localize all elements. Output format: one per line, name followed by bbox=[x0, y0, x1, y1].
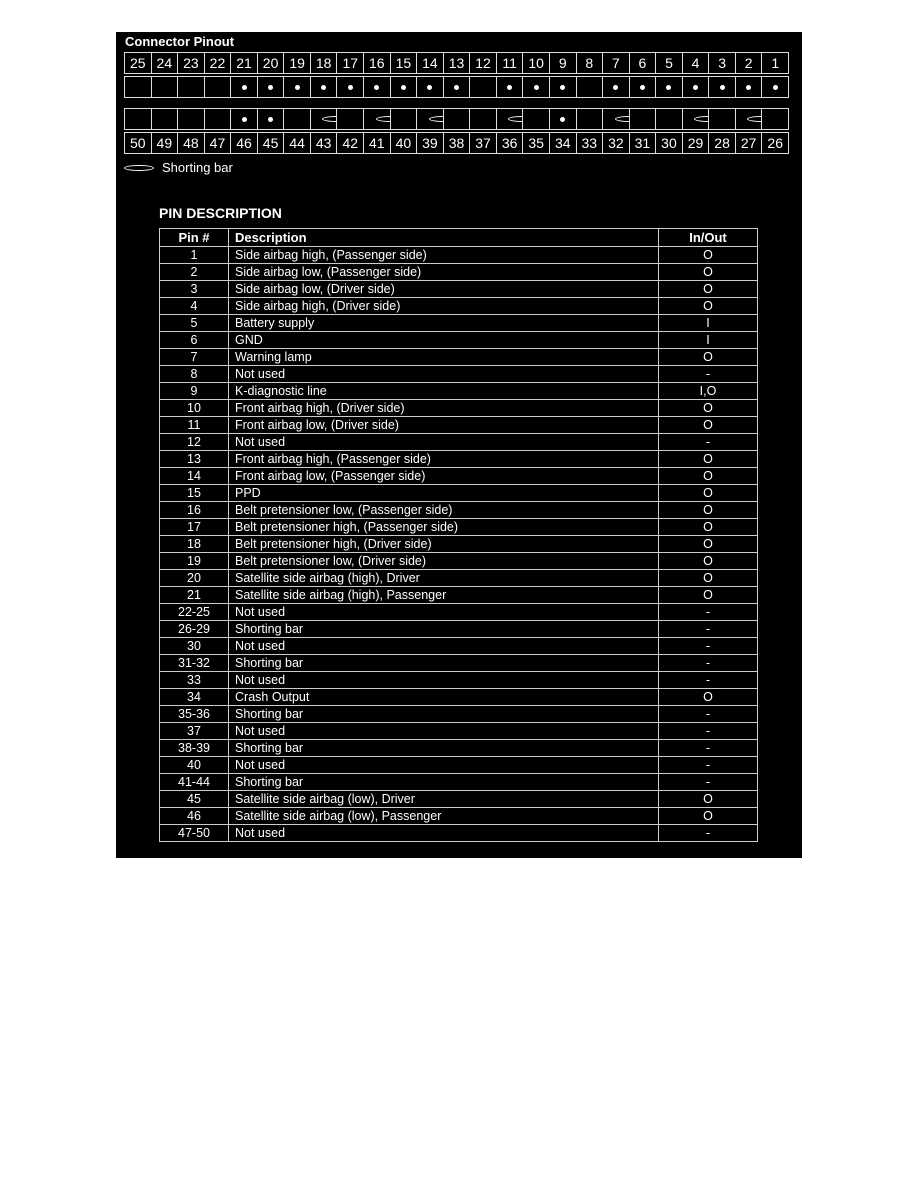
pin-in-out: O bbox=[659, 451, 758, 468]
document-panel bbox=[116, 32, 802, 858]
connector-top-row-marks bbox=[124, 76, 789, 98]
pin-description: Belt pretensioner high, (Driver side) bbox=[229, 536, 659, 553]
pin-in-out: O bbox=[659, 281, 758, 298]
pin-in-out: I bbox=[659, 332, 758, 349]
table-row bbox=[160, 383, 758, 400]
pin-in-out: O bbox=[659, 689, 758, 706]
pin-dot-icon bbox=[427, 85, 432, 90]
table-row bbox=[160, 349, 758, 366]
pin-number-cell: 18 bbox=[311, 52, 338, 74]
pin-number: 30 bbox=[160, 638, 229, 655]
pin-number-cell: 34 bbox=[550, 132, 577, 154]
pin-description: Not used bbox=[229, 434, 659, 451]
pin-number-cell: 39 bbox=[417, 132, 444, 154]
pin-number-cell: 21 bbox=[231, 52, 258, 74]
pin-number: 33 bbox=[160, 672, 229, 689]
pin-number-cell: 47 bbox=[205, 132, 232, 154]
table-row bbox=[160, 502, 758, 519]
pin-number-cell: 4 bbox=[683, 52, 710, 74]
pin-number-cell: 27 bbox=[736, 132, 763, 154]
pin-mark-cell bbox=[603, 76, 630, 98]
table-row bbox=[160, 400, 758, 417]
pin-number-cell: 5 bbox=[656, 52, 683, 74]
table-row bbox=[160, 587, 758, 604]
pin-number-cell: 7 bbox=[603, 52, 630, 74]
legend-label: Shorting bar bbox=[162, 160, 233, 175]
table-row bbox=[160, 757, 758, 774]
pin-description: Not used bbox=[229, 604, 659, 621]
pin-description: Not used bbox=[229, 825, 659, 842]
pin-mark-cell bbox=[178, 76, 205, 98]
pin-mark-cell bbox=[470, 108, 497, 130]
table-row bbox=[160, 315, 758, 332]
pin-in-out: O bbox=[659, 468, 758, 485]
pin-number-cell: 14 bbox=[417, 52, 444, 74]
header-in-out: In/Out bbox=[659, 229, 758, 247]
pin-number-cell: 48 bbox=[178, 132, 205, 154]
shorting-bar-icon bbox=[429, 116, 444, 122]
table-row bbox=[160, 366, 758, 383]
pin-number: 41-44 bbox=[160, 774, 229, 791]
pin-mark-cell bbox=[736, 76, 763, 98]
pin-number: 45 bbox=[160, 791, 229, 808]
table-row bbox=[160, 740, 758, 757]
pin-number-cell: 11 bbox=[497, 52, 524, 74]
pin-number-cell: 24 bbox=[152, 52, 179, 74]
pin-description: PPD bbox=[229, 485, 659, 502]
pin-mark-cell bbox=[709, 76, 736, 98]
pin-number: 10 bbox=[160, 400, 229, 417]
pin-number-cell: 45 bbox=[258, 132, 285, 154]
pin-description-title: PIN DESCRIPTION bbox=[159, 205, 282, 221]
pin-in-out: - bbox=[659, 655, 758, 672]
pin-in-out: O bbox=[659, 808, 758, 825]
pin-in-out: - bbox=[659, 825, 758, 842]
pin-number: 6 bbox=[160, 332, 229, 349]
pin-mark-cell bbox=[311, 76, 338, 98]
pin-number: 15 bbox=[160, 485, 229, 502]
pin-in-out: - bbox=[659, 723, 758, 740]
pin-description: Front airbag high, (Passenger side) bbox=[229, 451, 659, 468]
table-row bbox=[160, 689, 758, 706]
pin-mark-cell bbox=[205, 108, 232, 130]
pin-number-cell: 35 bbox=[523, 132, 550, 154]
table-row bbox=[160, 451, 758, 468]
pin-in-out: I bbox=[659, 315, 758, 332]
pin-number-cell: 41 bbox=[364, 132, 391, 154]
pin-number-cell: 42 bbox=[337, 132, 364, 154]
table-row bbox=[160, 808, 758, 825]
pin-number-cell: 50 bbox=[125, 132, 152, 154]
pin-dot-icon bbox=[560, 117, 565, 122]
pin-description: Crash Output bbox=[229, 689, 659, 706]
shorting-bar-icon bbox=[694, 116, 709, 122]
pin-mark-cell bbox=[152, 108, 179, 130]
pin-number: 22-25 bbox=[160, 604, 229, 621]
pin-mark-cell bbox=[337, 108, 364, 130]
shorting-bar-icon bbox=[615, 116, 630, 122]
pin-description: Not used bbox=[229, 366, 659, 383]
pin-number: 35-36 bbox=[160, 706, 229, 723]
table-row bbox=[160, 332, 758, 349]
pin-description: Shorting bar bbox=[229, 655, 659, 672]
pin-mark-cell bbox=[550, 76, 577, 98]
header-pin: Pin # bbox=[160, 229, 229, 247]
pin-in-out: - bbox=[659, 638, 758, 655]
pin-in-out: O bbox=[659, 519, 758, 536]
pin-mark-cell bbox=[683, 108, 710, 130]
pin-number: 13 bbox=[160, 451, 229, 468]
table-row bbox=[160, 298, 758, 315]
pin-in-out: O bbox=[659, 553, 758, 570]
pin-description: GND bbox=[229, 332, 659, 349]
connector-bottom-row-marks bbox=[124, 108, 789, 130]
pin-mark-cell bbox=[152, 76, 179, 98]
pin-number-cell: 2 bbox=[736, 52, 763, 74]
pin-mark-cell bbox=[630, 76, 657, 98]
pin-number-cell: 37 bbox=[470, 132, 497, 154]
pin-in-out: O bbox=[659, 298, 758, 315]
pin-dot-icon bbox=[321, 85, 326, 90]
pin-number-cell: 49 bbox=[152, 132, 179, 154]
pin-dot-icon bbox=[374, 85, 379, 90]
pin-in-out: O bbox=[659, 570, 758, 587]
pin-number: 4 bbox=[160, 298, 229, 315]
pin-dot-icon bbox=[268, 85, 273, 90]
pin-number-cell: 32 bbox=[603, 132, 630, 154]
pin-mark-cell bbox=[523, 108, 550, 130]
pin-mark-cell bbox=[178, 108, 205, 130]
pin-number-cell: 22 bbox=[205, 52, 232, 74]
pin-mark-cell bbox=[444, 108, 471, 130]
pin-in-out: - bbox=[659, 434, 758, 451]
pin-mark-cell bbox=[550, 108, 577, 130]
pin-in-out: O bbox=[659, 485, 758, 502]
pin-number: 20 bbox=[160, 570, 229, 587]
pin-description: Side airbag low, (Passenger side) bbox=[229, 264, 659, 281]
table-row bbox=[160, 723, 758, 740]
header-description: Description bbox=[229, 229, 659, 247]
pin-description: Shorting bar bbox=[229, 774, 659, 791]
pin-number: 1 bbox=[160, 247, 229, 264]
table-row bbox=[160, 553, 758, 570]
pin-in-out: O bbox=[659, 502, 758, 519]
pin-number-cell: 33 bbox=[577, 132, 604, 154]
table-row bbox=[160, 570, 758, 587]
pin-in-out: O bbox=[659, 349, 758, 366]
pin-mark-cell bbox=[497, 108, 524, 130]
shorting-bar-icon bbox=[124, 165, 154, 171]
pin-number: 46 bbox=[160, 808, 229, 825]
pin-mark-cell bbox=[736, 108, 763, 130]
table-row bbox=[160, 434, 758, 451]
pin-mark-cell bbox=[577, 76, 604, 98]
pin-in-out: O bbox=[659, 587, 758, 604]
pin-number-cell: 9 bbox=[550, 52, 577, 74]
pin-mark-cell bbox=[683, 76, 710, 98]
pin-number-cell: 10 bbox=[523, 52, 550, 74]
pin-number: 31-32 bbox=[160, 655, 229, 672]
pin-dot-icon bbox=[348, 85, 353, 90]
table-row bbox=[160, 604, 758, 621]
pin-number: 34 bbox=[160, 689, 229, 706]
pin-in-out: - bbox=[659, 672, 758, 689]
pin-number: 5 bbox=[160, 315, 229, 332]
pin-description: Warning lamp bbox=[229, 349, 659, 366]
pin-description: Satellite side airbag (low), Passenger bbox=[229, 808, 659, 825]
table-row bbox=[160, 774, 758, 791]
pin-mark-cell bbox=[630, 108, 657, 130]
pin-number-cell: 16 bbox=[364, 52, 391, 74]
pin-mark-cell bbox=[205, 76, 232, 98]
pin-mark-cell bbox=[762, 76, 789, 98]
pin-number-cell: 38 bbox=[444, 132, 471, 154]
table-row bbox=[160, 825, 758, 842]
pin-number: 26-29 bbox=[160, 621, 229, 638]
pin-description: Satellite side airbag (high), Driver bbox=[229, 570, 659, 587]
pin-dot-icon bbox=[507, 85, 512, 90]
pin-mark-cell bbox=[231, 108, 258, 130]
pin-description: Front airbag low, (Passenger side) bbox=[229, 468, 659, 485]
pin-mark-cell bbox=[762, 108, 789, 130]
pin-number-cell: 36 bbox=[497, 132, 524, 154]
table-row bbox=[160, 417, 758, 434]
pin-description: Shorting bar bbox=[229, 621, 659, 638]
pin-description: Side airbag high, (Driver side) bbox=[229, 298, 659, 315]
pin-dot-icon bbox=[401, 85, 406, 90]
pin-number: 14 bbox=[160, 468, 229, 485]
pin-number-cell: 6 bbox=[630, 52, 657, 74]
shorting-bar-icon bbox=[322, 116, 337, 122]
pin-number: 11 bbox=[160, 417, 229, 434]
pin-in-out: O bbox=[659, 536, 758, 553]
pin-number: 18 bbox=[160, 536, 229, 553]
pin-number-cell: 43 bbox=[311, 132, 338, 154]
pin-in-out: O bbox=[659, 264, 758, 281]
pin-dot-icon bbox=[773, 85, 778, 90]
pin-dot-icon bbox=[268, 117, 273, 122]
pin-mark-cell bbox=[125, 108, 152, 130]
table-row bbox=[160, 621, 758, 638]
pin-mark-cell bbox=[337, 76, 364, 98]
pin-in-out: - bbox=[659, 621, 758, 638]
pin-mark-cell bbox=[523, 76, 550, 98]
pin-description: Belt pretensioner high, (Passenger side) bbox=[229, 519, 659, 536]
pin-description: Side airbag low, (Driver side) bbox=[229, 281, 659, 298]
pin-description: Satellite side airbag (low), Driver bbox=[229, 791, 659, 808]
pin-description: Belt pretensioner low, (Driver side) bbox=[229, 553, 659, 570]
pin-description: Satellite side airbag (high), Passenger bbox=[229, 587, 659, 604]
pin-mark-cell bbox=[391, 76, 418, 98]
pin-mark-cell bbox=[258, 108, 285, 130]
table-row bbox=[160, 264, 758, 281]
pin-number: 47-50 bbox=[160, 825, 229, 842]
pin-mark-cell bbox=[284, 76, 311, 98]
table-row bbox=[160, 655, 758, 672]
pin-description: Battery supply bbox=[229, 315, 659, 332]
table-row bbox=[160, 791, 758, 808]
pin-dot-icon bbox=[746, 85, 751, 90]
pin-number-cell: 13 bbox=[444, 52, 471, 74]
pin-number-cell: 3 bbox=[709, 52, 736, 74]
pin-description: Not used bbox=[229, 757, 659, 774]
pin-mark-cell bbox=[656, 76, 683, 98]
table-row bbox=[160, 638, 758, 655]
pin-number-cell: 29 bbox=[683, 132, 710, 154]
pin-dot-icon bbox=[720, 85, 725, 90]
pin-dot-icon bbox=[693, 85, 698, 90]
pin-in-out: - bbox=[659, 740, 758, 757]
pin-in-out: - bbox=[659, 366, 758, 383]
pin-in-out: O bbox=[659, 247, 758, 264]
pin-description: Shorting bar bbox=[229, 706, 659, 723]
pin-number-cell: 26 bbox=[762, 132, 789, 154]
pin-number: 3 bbox=[160, 281, 229, 298]
pin-mark-cell bbox=[577, 108, 604, 130]
pin-number: 38-39 bbox=[160, 740, 229, 757]
pin-mark-cell bbox=[258, 76, 285, 98]
pin-mark-cell bbox=[470, 76, 497, 98]
shorting-bar-icon bbox=[508, 116, 523, 122]
shorting-bar-icon bbox=[376, 116, 391, 122]
pin-description: Not used bbox=[229, 723, 659, 740]
shorting-bar-icon bbox=[747, 116, 762, 122]
pin-number-cell: 31 bbox=[630, 132, 657, 154]
legend bbox=[124, 160, 233, 175]
pin-mark-cell bbox=[311, 108, 338, 130]
table-row bbox=[160, 468, 758, 485]
pin-number-cell: 40 bbox=[391, 132, 418, 154]
table-header-row bbox=[160, 229, 758, 247]
pin-in-out: - bbox=[659, 774, 758, 791]
pin-mark-cell bbox=[391, 108, 418, 130]
pin-dot-icon bbox=[613, 85, 618, 90]
pin-number: 21 bbox=[160, 587, 229, 604]
connector-top-row-numbers bbox=[124, 52, 789, 74]
pin-dot-icon bbox=[666, 85, 671, 90]
pin-number-cell: 12 bbox=[470, 52, 497, 74]
pin-number: 7 bbox=[160, 349, 229, 366]
pin-in-out: O bbox=[659, 791, 758, 808]
pin-mark-cell bbox=[125, 76, 152, 98]
pin-number: 8 bbox=[160, 366, 229, 383]
pin-mark-cell bbox=[364, 108, 391, 130]
pin-mark-cell bbox=[417, 76, 444, 98]
pin-number: 16 bbox=[160, 502, 229, 519]
pin-in-out: O bbox=[659, 400, 758, 417]
pin-description: K-diagnostic line bbox=[229, 383, 659, 400]
pin-mark-cell bbox=[231, 76, 258, 98]
pin-dot-icon bbox=[295, 85, 300, 90]
pin-number: 12 bbox=[160, 434, 229, 451]
pin-mark-cell bbox=[444, 76, 471, 98]
pin-number: 19 bbox=[160, 553, 229, 570]
pin-description: Front airbag low, (Driver side) bbox=[229, 417, 659, 434]
pin-number: 37 bbox=[160, 723, 229, 740]
pin-number: 2 bbox=[160, 264, 229, 281]
connector-bottom-row-numbers bbox=[124, 132, 789, 154]
pin-mark-cell bbox=[497, 76, 524, 98]
pin-dot-icon bbox=[242, 117, 247, 122]
table-row bbox=[160, 672, 758, 689]
pin-dot-icon bbox=[242, 85, 247, 90]
pin-in-out: O bbox=[659, 417, 758, 434]
pin-number-cell: 17 bbox=[337, 52, 364, 74]
pin-number: 40 bbox=[160, 757, 229, 774]
pin-mark-cell bbox=[364, 76, 391, 98]
pin-number: 9 bbox=[160, 383, 229, 400]
pin-number-cell: 28 bbox=[709, 132, 736, 154]
pin-mark-cell bbox=[603, 108, 630, 130]
pin-mark-cell bbox=[417, 108, 444, 130]
pin-dot-icon bbox=[534, 85, 539, 90]
pin-description: Belt pretensioner low, (Passenger side) bbox=[229, 502, 659, 519]
pin-number-cell: 1 bbox=[762, 52, 789, 74]
table-row bbox=[160, 247, 758, 264]
table-row bbox=[160, 281, 758, 298]
pin-dot-icon bbox=[560, 85, 565, 90]
pin-number-cell: 20 bbox=[258, 52, 285, 74]
pin-description: Shorting bar bbox=[229, 740, 659, 757]
pin-dot-icon bbox=[454, 85, 459, 90]
pin-number-cell: 30 bbox=[656, 132, 683, 154]
pin-mark-cell bbox=[656, 108, 683, 130]
pin-in-out: - bbox=[659, 604, 758, 621]
pin-mark-cell bbox=[709, 108, 736, 130]
table-row bbox=[160, 485, 758, 502]
connector-pinout-title: Connector Pinout bbox=[125, 34, 235, 49]
pin-in-out: - bbox=[659, 706, 758, 723]
pin-mark-cell bbox=[284, 108, 311, 130]
pin-number: 17 bbox=[160, 519, 229, 536]
pin-in-out: - bbox=[659, 757, 758, 774]
pin-number-cell: 25 bbox=[125, 52, 152, 74]
pin-description: Not used bbox=[229, 638, 659, 655]
pin-description: Front airbag high, (Driver side) bbox=[229, 400, 659, 417]
table-row bbox=[160, 519, 758, 536]
pin-number-cell: 15 bbox=[391, 52, 418, 74]
pin-description: Not used bbox=[229, 672, 659, 689]
pin-number-cell: 46 bbox=[231, 132, 258, 154]
pin-number-cell: 44 bbox=[284, 132, 311, 154]
table-row bbox=[160, 706, 758, 723]
table-row bbox=[160, 536, 758, 553]
pin-description-table bbox=[159, 228, 758, 842]
pin-number-cell: 8 bbox=[577, 52, 604, 74]
pin-dot-icon bbox=[640, 85, 645, 90]
pin-number-cell: 23 bbox=[178, 52, 205, 74]
pin-description: Side airbag high, (Passenger side) bbox=[229, 247, 659, 264]
pin-in-out: I,O bbox=[659, 383, 758, 400]
pin-number-cell: 19 bbox=[284, 52, 311, 74]
